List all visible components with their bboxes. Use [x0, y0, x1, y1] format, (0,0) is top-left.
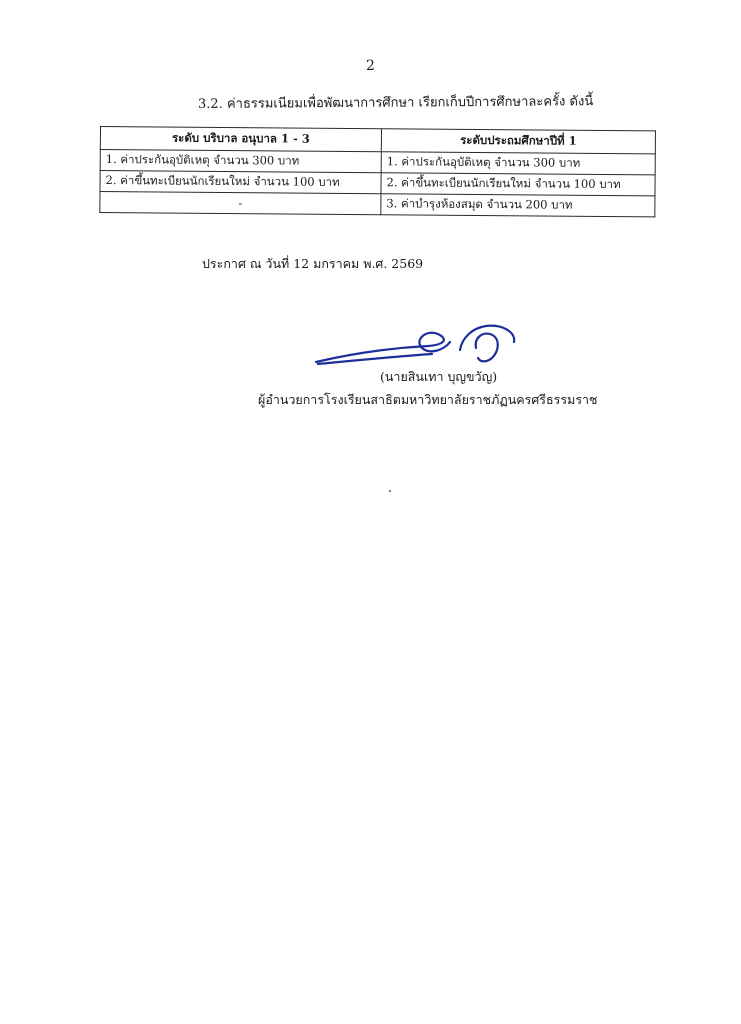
fee-table — [99, 126, 656, 217]
table-cell: 2. ค่าขึ้นทะเบียนนักเรียนใหม่ จำนวน 100 บาท — [100, 171, 381, 194]
table-cell: 2. ค่าขึ้นทะเบียนนักเรียนใหม่ จำนวน 100 บาท — [381, 173, 655, 196]
signer-name: (นายสินเทา บุญขวัญ) — [380, 369, 498, 384]
header-primary-1: ระดับประถมศึกษาปีที่ 1 — [381, 129, 655, 154]
header-kindergarten: ระดับ บริบาล อนุบาล 1 - 3 — [100, 127, 381, 152]
table-cell: 1. ค่าประกันอุบัติเหตุ จำนวน 300 บาท — [100, 150, 381, 173]
signer-position: ผู้อำนวยการโรงเรียนสาธิตมหาวิทยาลัยราชภัฏนครศรีธรรมราช — [258, 392, 598, 407]
table-row — [100, 192, 655, 217]
table-cell: 1. ค่าประกันอุบัติเหตุ จำนวน 300 บาท — [381, 152, 655, 175]
announcement-date: ประกาศ ณ วันที่ 12 มกราคม พ.ศ. 2569 — [202, 256, 424, 271]
section-heading: 3.2. ค่าธรรมเนียมเพื่อพัฒนาการศึกษา เรียกเก็บปีการศึกษาละครั้ง ดังนี้ — [197, 94, 594, 112]
table-cell: - — [100, 192, 381, 215]
page-number: 2 — [366, 58, 375, 74]
table-cell: 3. ค่าบำรุงห้องสมุด จำนวน 200 บาท — [381, 194, 655, 217]
scan-speck — [389, 490, 391, 492]
